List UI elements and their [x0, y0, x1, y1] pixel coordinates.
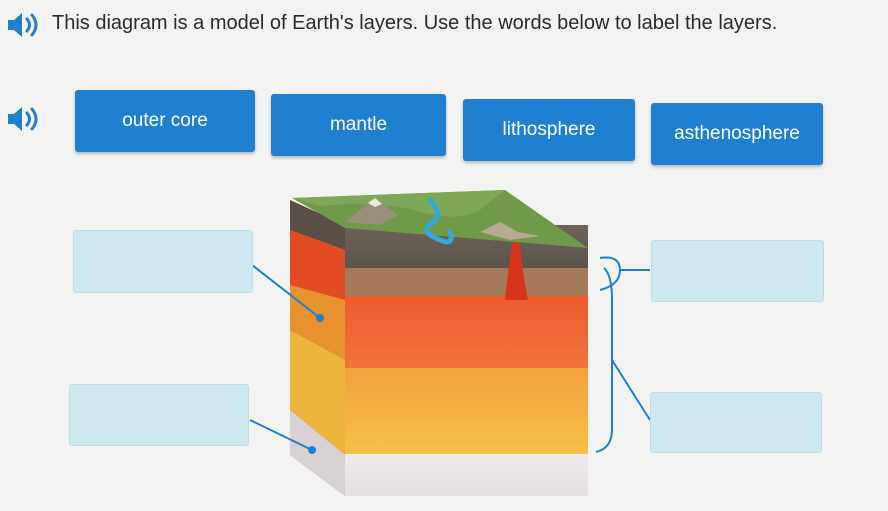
lithosphere-mantle-band	[345, 268, 588, 298]
drop-zone-lower-left[interactable]	[69, 384, 249, 446]
outer-core-layer	[345, 454, 588, 496]
asthenosphere-layer	[345, 296, 588, 368]
drop-zone-lower-right[interactable]	[650, 392, 822, 453]
leader-dot-lower-left	[308, 446, 316, 454]
drop-zone-upper-right[interactable]	[651, 240, 824, 302]
question-prompt: This diagram is a model of Earth's layers. Use the words below to label the layers.	[52, 12, 778, 34]
bracket-lower	[596, 268, 650, 452]
mantle-layer	[345, 368, 588, 454]
word-tile-mantle[interactable]: mantle	[271, 94, 446, 156]
word-tile-lithosphere[interactable]: lithosphere	[463, 99, 635, 161]
word-tile-asthenosphere[interactable]: asthenosphere	[651, 103, 823, 165]
word-tile-outer-core[interactable]: outer core	[75, 90, 255, 152]
drop-zone-upper-left[interactable]	[73, 230, 253, 293]
leader-dot-upper-left	[316, 314, 324, 322]
